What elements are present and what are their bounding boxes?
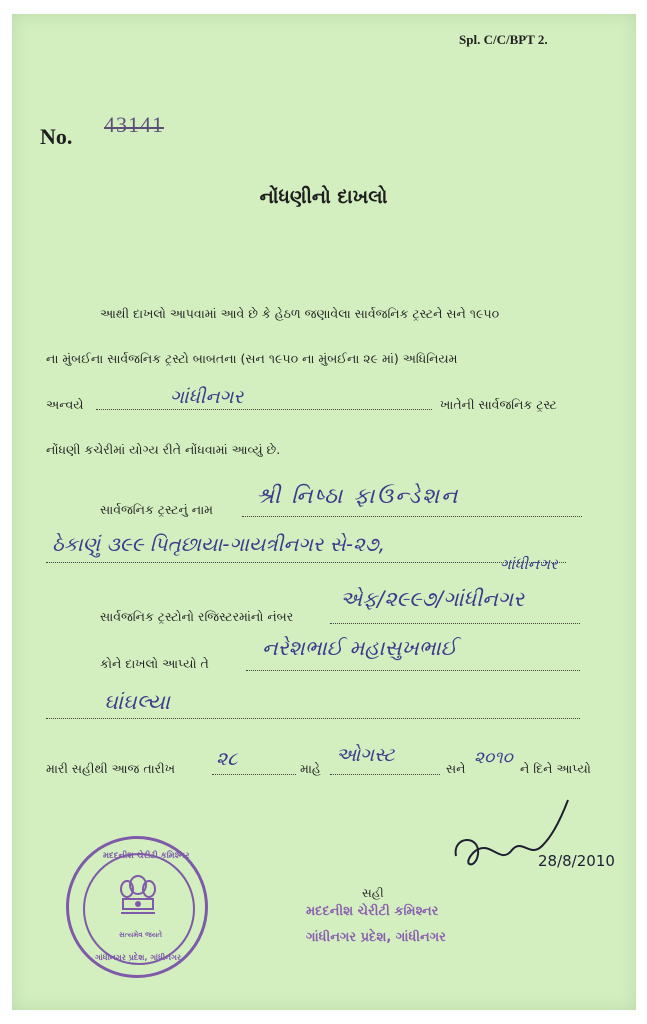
intro-line-4: નોંધણી કચેરીમાં યોગ્ય રીતે નોંધવામાં આવ્યું છે. [46,442,281,457]
intro-line-1: આથી દાખલો આપવામાં આવે છે કે હેઠળ જણાવેલા સાર્વજનિક ટ્રસ્ટને સને ૧૯૫૦ [100,306,500,321]
place-underline [96,409,432,410]
stamp-motto: સત્યમેવ જયતે [119,931,163,939]
date-prefix: મારી સહીથી આજ તારીખ [46,761,175,776]
trust-address-line-2: ગાંધીનગર [500,555,558,573]
trust-name-label: સાર્વજનિક ટ્રસ્ટનું નામ [100,502,213,517]
issued-to-label: કોને દાખલો આપ્યો તે [100,656,209,671]
officer-signature [450,796,590,886]
signature-label: સહી [362,886,384,900]
month-label: માહે [300,761,321,776]
trust-name-underline [242,516,582,517]
officer-office: ગાંધીનગર પ્રદેશ, ગાંધીનગર [306,930,446,945]
register-label: સાર્વજનિક ટ્રસ્ટોનો રજિસ્ટરમાંનો નંબર [100,609,294,624]
place-handwritten: ગાંધીનગર [170,386,244,408]
emblem-icon [115,871,161,931]
intro-line-3-suffix: ખાતેની સાર્વજનિક ટ્રસ્ટ [440,397,557,412]
intro-line-2: ના મુંબઈના સાર્વજનિક ટ્રસ્ટો બાબતના (સન ૧૯૫૦ ના મુંબઈના ૨૯ માં) અધિનિયમ [46,351,458,366]
trust-name-value: શ્રી નિષ્ઠા ફાઉન્ડેશન [256,484,460,509]
certificate-title: નોંધણીનો દાખલો [259,186,388,208]
date-day: ૨૮ [216,748,238,770]
issued-to-underline-2 [46,718,580,719]
issued-to-name: નરેશભાઈ મહાસુખભાઈ [262,636,457,660]
stamp-top-text: મદદનીશ ચેરીટી કમિશ્નર [103,851,190,861]
issued-to-surname: ઘાંઘલ્યા [104,690,170,714]
address-underline [46,562,566,563]
register-number: એફ/૨૯૯૭/ગાંધીનગર [340,587,524,611]
day-underline [212,774,296,775]
date-year: ૨૦૧૦ [474,748,513,768]
year-label: સને [446,761,466,776]
officer-title: મદદનીશ ચેરીટી કમિશ્નર [306,904,439,919]
register-underline [330,623,580,624]
certificate-number: 43141 [104,112,164,137]
signature-date: 28/8/2010 [538,852,615,870]
trust-address-line-1: ઠેકાણું ૩૯૯ પિતૃછાયા-ગાયત્રીનગર સે-૨૭, [52,532,385,556]
certificate-number-label: No. [40,124,73,149]
date-month: ઓગસ્ટ [336,744,395,766]
intro-line-3-prefix: અન્વયે [46,397,84,412]
issued-to-underline [246,670,580,671]
month-underline [330,774,440,775]
stamp-bottom-text: ગાંધીનગર પ્રદેશ, ગાંધીનગર [95,953,182,962]
form-code: Spl. C/C/BPT 2. [459,32,548,47]
date-suffix: ને દિને આપ્યો [520,761,591,776]
official-stamp [66,836,208,978]
